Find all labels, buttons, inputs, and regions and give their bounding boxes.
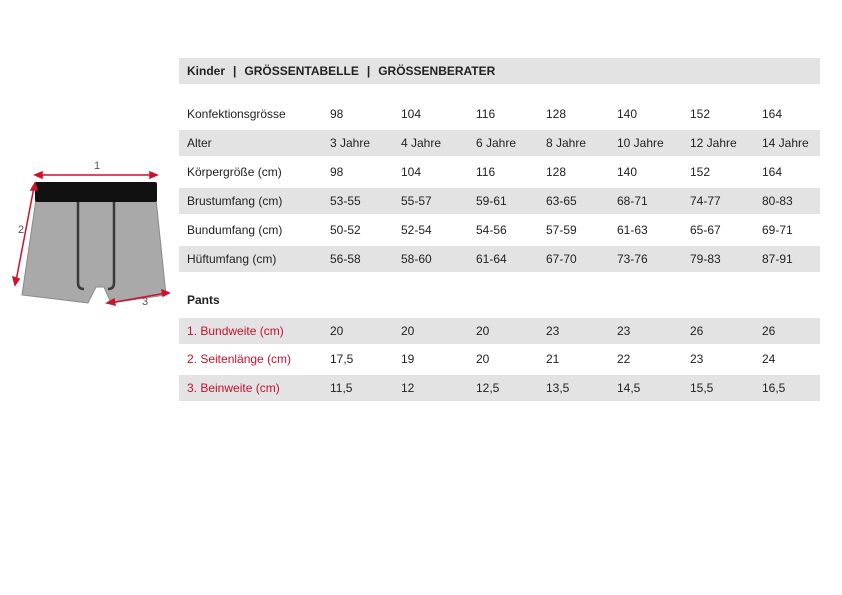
table-cell: 16,5	[762, 381, 786, 395]
table-cell: 56-58	[330, 252, 361, 266]
table-cell: 116	[476, 165, 496, 179]
table-row	[179, 101, 820, 127]
table-row	[179, 375, 820, 401]
table-cell: 23	[617, 324, 631, 338]
table-cell: 20	[401, 324, 415, 338]
row-label: Alter	[187, 136, 212, 150]
table-cell: 61-63	[617, 223, 648, 237]
table-cell: 3 Jahre	[330, 136, 371, 150]
table-cell: 50-52	[330, 223, 361, 237]
table-cell: 152	[690, 107, 711, 121]
table-cell: 116	[476, 107, 496, 121]
table-cell: 54-56	[476, 223, 507, 237]
table-cell: 67-70	[546, 252, 577, 266]
size-chart-header	[179, 58, 820, 84]
table-cell: 63-65	[546, 194, 577, 208]
table-cell: 14 Jahre	[762, 136, 809, 150]
table-cell: 65-67	[690, 223, 721, 237]
table-cell: 4 Jahre	[401, 136, 442, 150]
table-cell: 26	[762, 324, 776, 338]
table-cell: 98	[330, 107, 344, 121]
table-cell: 140	[617, 107, 638, 121]
row-label: Konfektionsgrösse	[187, 107, 286, 121]
header-groessentabelle: GRÖSSENTABELLE	[244, 64, 359, 78]
header-separator-2: |	[366, 64, 371, 78]
row-label: Brustumfang (cm)	[187, 194, 283, 208]
table-row	[179, 188, 820, 214]
table-cell: 55-57	[401, 194, 432, 208]
table-cell: 23	[546, 324, 560, 338]
table-cell: 12	[401, 381, 415, 395]
table-cell: 74-77	[690, 194, 721, 208]
table-cell: 17,5	[330, 352, 354, 366]
table-cell: 104	[401, 107, 422, 121]
table-cell: 8 Jahre	[546, 136, 587, 150]
table-cell: 11,5	[330, 381, 353, 395]
table-cell: 12,5	[476, 381, 500, 395]
table-cell: 24	[762, 352, 776, 366]
table-row	[179, 246, 820, 272]
table-row	[179, 217, 820, 243]
table-cell: 21	[546, 352, 560, 366]
table-cell: 128	[546, 107, 567, 121]
table-cell: 15,5	[690, 381, 714, 395]
row-label: 2. Seitenlänge (cm)	[187, 352, 292, 366]
marker-3: 3	[142, 296, 149, 308]
marker-1: 1	[94, 160, 101, 172]
table-cell: 128	[546, 165, 567, 179]
table-cell: 22	[617, 352, 631, 366]
shorts-body	[22, 199, 166, 303]
table-cell: 23	[690, 352, 704, 366]
header-groessenberater: GRÖSSENBERATER	[378, 64, 496, 78]
table-row	[179, 159, 820, 185]
row-label: 1. Bundweite (cm)	[187, 324, 284, 338]
row-label: Bundumfang (cm)	[187, 223, 283, 237]
header-kinder: Kinder	[187, 64, 226, 78]
table-cell: 10 Jahre	[617, 136, 664, 150]
table-cell: 20	[476, 352, 490, 366]
table-cell: 152	[690, 165, 711, 179]
table-cell: 98	[330, 165, 344, 179]
boxer-shorts-illustration	[8, 155, 178, 315]
table-cell: 73-76	[617, 252, 648, 266]
table-cell: 58-60	[401, 252, 432, 266]
table-cell: 6 Jahre	[476, 136, 517, 150]
pants-section-title: Pants	[187, 293, 220, 307]
table-cell: 14,5	[617, 381, 641, 395]
row-label: 3. Beinweite (cm)	[187, 381, 280, 395]
header-separator-1: |	[233, 64, 237, 78]
table-cell: 12 Jahre	[690, 136, 737, 150]
table-cell: 164	[762, 165, 783, 179]
table-cell: 61-64	[476, 252, 507, 266]
table-cell: 140	[617, 165, 638, 179]
table-row	[179, 318, 820, 344]
table-cell: 79-83	[690, 252, 721, 266]
table-cell: 80-83	[762, 194, 793, 208]
table-cell: 164	[762, 107, 783, 121]
row-label: Hüftumfang (cm)	[187, 252, 277, 266]
table-cell: 59-61	[476, 194, 507, 208]
table-cell: 68-71	[617, 194, 648, 208]
table-row	[179, 346, 820, 372]
table-cell: 69-71	[762, 223, 793, 237]
table-cell: 87-91	[762, 252, 793, 266]
table-cell: 13,5	[546, 381, 570, 395]
table-cell: 20	[330, 324, 344, 338]
table-cell: 26	[690, 324, 704, 338]
table-cell: 20	[476, 324, 490, 338]
table-cell: 19	[401, 352, 415, 366]
table-cell: 53-55	[330, 194, 361, 208]
table-cell: 52-54	[401, 223, 432, 237]
marker-2: 2	[18, 224, 25, 236]
table-cell: 57-59	[546, 223, 577, 237]
table-row	[179, 130, 820, 156]
waistband	[35, 182, 157, 202]
row-label: Körpergröße (cm)	[187, 165, 282, 179]
table-cell: 104	[401, 165, 422, 179]
